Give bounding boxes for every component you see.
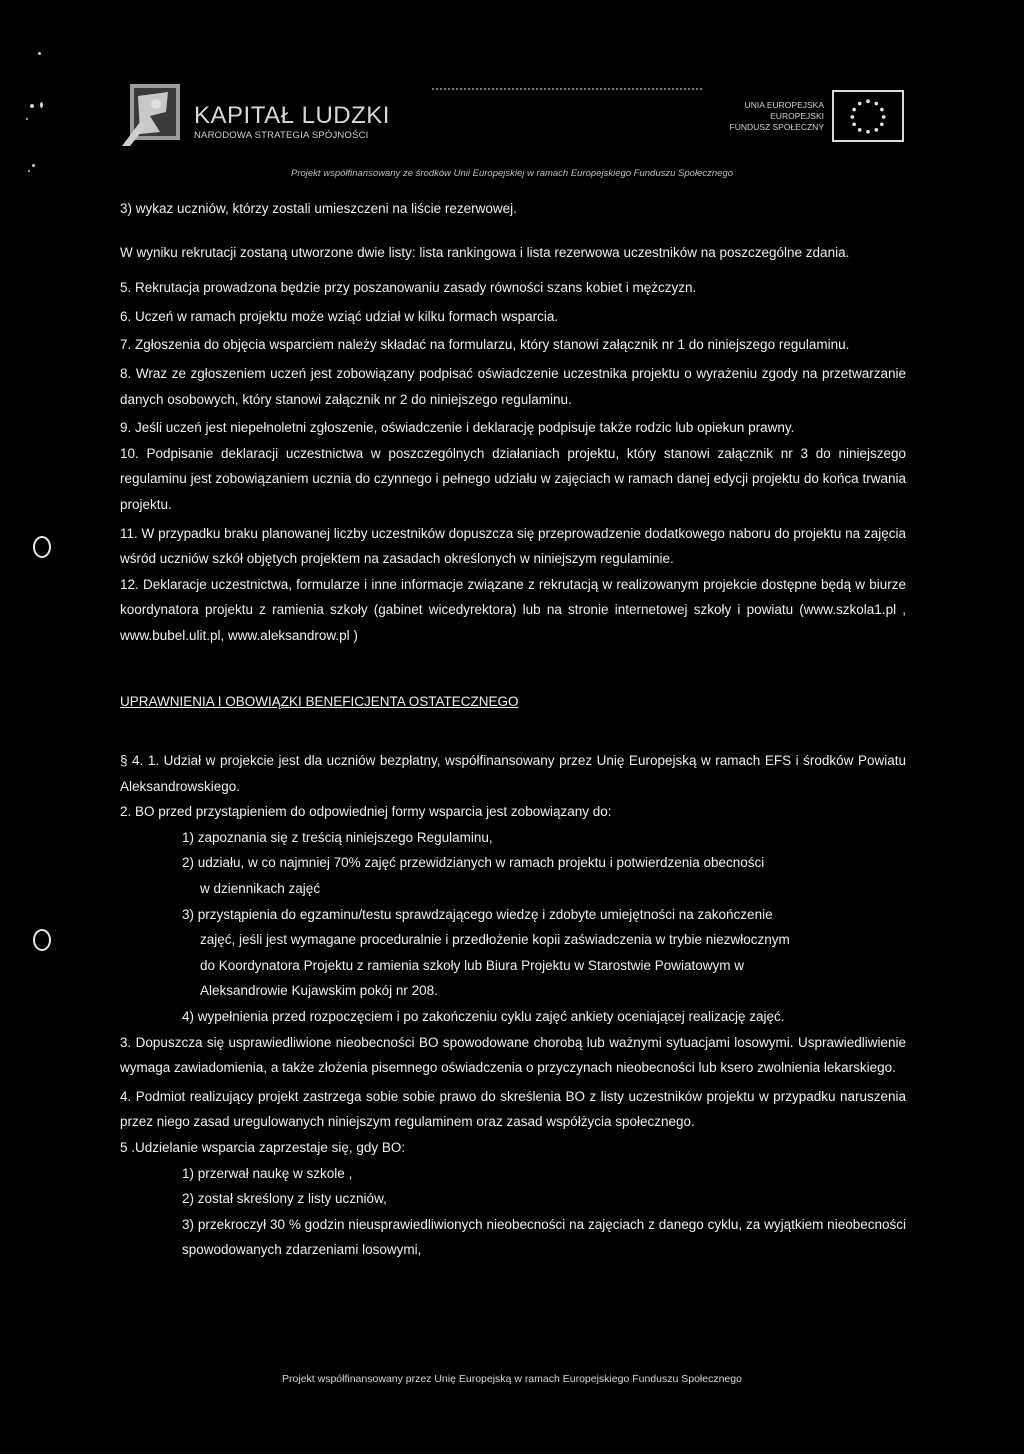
section-4-point-5-item-2: 2) został skreślony z listy uczniów, [182, 1191, 387, 1207]
section-4-point-1: § 4. 1. Udział w projekcie jest dla uczniów bezpłatny, współfinansowany przez Unię Europejską w ramach EFS i środków Powiatu Aleksandrowskiego. [120, 753, 906, 794]
section-heading: UPRAWNIENIA I OBOWIĄZKI BENEFICJENTA OSTATECZNEGO [120, 693, 519, 709]
section-4-point-3: 3. Dopuszcza się usprawiedliwione nieobecności BO spowodowane chorobą lub ważnymi sytuacjami losowymi. Usprawiedliwienie wymaga zawiadomienia, a także złożenia pisemnego oświadczenia o przyczynach nieobecności lub ksero zwolnienia lekarskiego. [120, 1034, 906, 1076]
paragraph-lists: W wyniku rekrutacji zostaną utworzone dwie listy: lista rankingowa i lista rezerwowa uczestników na poszczególne zdania. [120, 244, 850, 260]
section-4-point-2-item-3-line-3: do Koordynatora Projektu z ramienia szkoły lub Biura Projektu w Starostwie Powiatowym w [200, 957, 744, 973]
cofinance-note: Projekt współfinansowany ze środków Unii Europejskiej w ramach Europejskiego Funduszu Społecznego [291, 168, 733, 179]
page-footer: Projekt współfinansowany przez Unię Europejską w ramach Europejskiego Funduszu Społecznego [282, 1373, 742, 1385]
paragraph-11: 11. W przypadku braku planowanej liczby uczestników dopuszcza się przeprowadzenie dodatkowego naboru do projektu na zajęcia wśród uczniów szkół objętych projektem na zasadach określonych w niniejszym regulaminie. [120, 525, 906, 567]
eu-label-line-2: EUROPEJSKI [770, 111, 824, 121]
kapital-ludzki-logo-icon [120, 82, 182, 148]
logo-subtitle: NARODOWA STRATEGIA SPÓJNOŚCI [194, 130, 369, 141]
paragraph-9: 9. Jeśli uczeń jest niepełnoletni zgłoszenie, oświadczenie i deklarację podpisuje także rodzic lub opiekun prawny. [120, 420, 795, 436]
section-4-point-2-item-3-line-4: Aleksandrowie Kujawskim pokój nr 208. [200, 983, 438, 999]
header-dotted-rule [432, 88, 702, 90]
section-4-point-2-item-3-line-2: zajęć, jeśli jest wymagane proceduralnie i przedłożenie kopii zaświadczenia w trybie niezwłocznym [200, 932, 790, 948]
paragraph-5: 5. Rekrutacja prowadzona będzie przy poszanowaniu zasady równości szans kobiet i mężczyzn. [120, 280, 697, 296]
section-4-point-2-item-1: 1) zapoznania się z treścią niniejszego Regulaminu, [182, 829, 493, 845]
section-4-point-2-item-4: 4) wypełnienia przed rozpoczęciem i po zakończeniu cyklu zajęć ankiety oceniającej realizację zajęć. [182, 1009, 785, 1025]
eu-label [712, 100, 824, 133]
paragraph-7: 7. Zgłoszenia do objęcia wsparciem należy składać na formularzu, który stanowi załącznik nr 1 do niniejszego regulaminu. [120, 337, 850, 353]
paragraph-8: 8. Wraz ze zgłoszeniem uczeń jest zobowiązany podpisać oświadczenie uczestnika projektu o wyrażeniu zgody na przetwarzanie danych osobowych, który stanowi załącznik nr 2 do niniejszego regulaminu. [120, 365, 906, 407]
section-4-point-5-item-1: 1) przerwał naukę w szkole , [182, 1165, 353, 1181]
paragraph-6: 6. Uczeń w ramach projektu może wziąć udział w kilku formach wsparcia. [120, 308, 559, 324]
punch-hole-top [33, 536, 51, 558]
section-4-point-4: 4. Podmiot realizujący projekt zastrzega sobie sobie prawo do skreślenia BO z listy uczestników projektu w przypadku naruszenia przez niego zasad uregulowanych niniejszym regulaminem oraz zasad współżycia społecznego. [120, 1088, 906, 1130]
eu-label-line-3: FUNDUSZ SPOŁECZNY [729, 122, 824, 132]
document-body [120, 196, 906, 1263]
section-4-point-5: 5 .Udzielanie wsparcia zaprzestaje się, gdy BO: [120, 1140, 406, 1155]
page-header [120, 82, 910, 152]
paragraph-10: 10. Podpisanie deklaracji uczestnictwa w poszczególnych działaniach projektu, który stanowi załącznik nr 3 do niniejszego regulaminu jest zobowiązaniem ucznia do czynnego i pełnego udziału w zajęciach w ramach danej edycji projektu do końca trwania projektu. [120, 445, 906, 512]
section-4-point-2-item-2-line-2: w dziennikach zajęć [200, 881, 321, 897]
punch-hole-bottom [33, 929, 51, 951]
logo-title: KAPITAŁ LUDZKI [194, 102, 390, 129]
paragraph-12: 12. Deklaracje uczestnictwa, formularze i inne informacje związane z rekrutacją w realizowanym projekcie dostępne będą w biurze koordynatora projektu z ramienia szkoły (gabinet wicedyrektora) lub na stronie internetowej szkoły i powiatu (www.szkola1.pl , www.bubel.ulit.pl, www.aleksandrow.pl ) [120, 576, 906, 643]
section-4-point-2-item-3-line-1: 3) przystąpienia do egzaminu/testu sprawdzającego wiedzę i zdobyte umiejętności na zakończenie [182, 906, 773, 922]
section-4-point-2-item-2-line-1: 2) udziału, w co najmniej 70% zajęć przewidzianych w ramach projektu i potwierdzenia obecności [182, 855, 765, 871]
eu-flag-icon [832, 90, 904, 142]
section-4-point-2: 2. BO przed przystąpieniem do odpowiedniej formy wsparcia jest zobowiązany do: [120, 804, 612, 820]
paragraph-intro: 3) wykaz uczniów, którzy zostali umieszczeni na liście rezerwowej. [120, 201, 517, 216]
eu-label-line-1: UNIA EUROPEJSKA [744, 100, 824, 110]
section-4-point-5-item-3: 3) przekroczył 30 % godzin nieusprawiedliwionych nieobecności na zajęciach z danego cyklu, za wyjątkiem nieobecności spowodowanych zdarzeniami losowymi, [182, 1216, 906, 1258]
